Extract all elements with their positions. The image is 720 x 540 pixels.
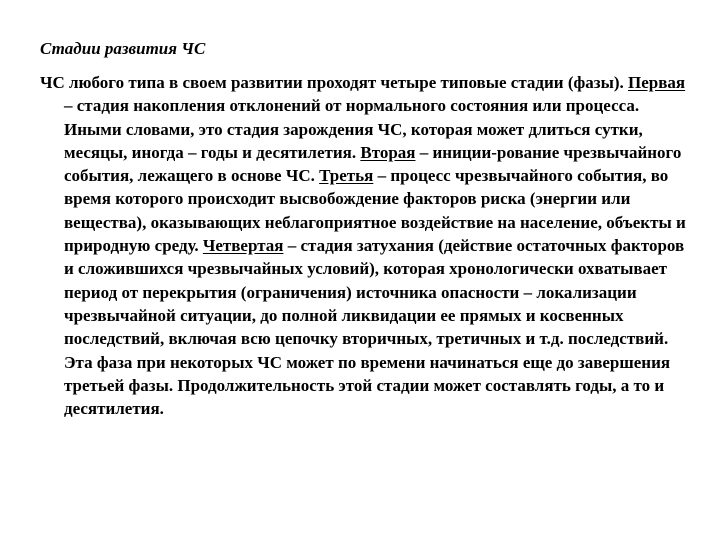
slide-body-paragraph bbox=[40, 71, 688, 420]
slide-title: Стадии развития ЧС bbox=[40, 39, 206, 58]
stage-1-text: – стадия накопления отклонений от нормального состояния или процесса. Иными словами, это стадия зарождения ЧС, которая может длиться сутки, месяцы, иногда – годы и десятилетия. bbox=[64, 96, 643, 162]
stage-4-text: – стадия затухания (действие остаточных факторов и сложившихся чрезвычайных условий), которая хронологически охватывает период от перекрытия (ограничения) источника опасности – локализации чрезвычайной ситуации, до полной ликвидации ее прямых и косвенных последствий, включая всю цепочку вторичных, третичных и т.д. последствий. Эта фаза при некоторых ЧС может по времени начинаться еще до завершения третьей фазы. Продолжительность этой стадии может составлять годы, а то и десятилетия. bbox=[64, 236, 685, 419]
stage-2-label: Вторая bbox=[360, 142, 416, 162]
stage-3-text: – процесс чрезвычайного события, во время которого происходит высвобождение факторов риска (энергии или вещества), оказывающих неблагоприятное воздействие на население, объекты и природную среду. bbox=[64, 166, 686, 256]
stage-3-label: Третья bbox=[319, 166, 374, 186]
stage-2-text: – иниции-рование чрезвычайного события, лежащего в основе ЧС. bbox=[64, 142, 682, 186]
stage-4-label: Четвертая bbox=[202, 236, 284, 256]
stage-1-label: Первая bbox=[628, 73, 686, 92]
intro-text: ЧС любого типа в своем развитии проходят четыре типовые стадии (фазы). bbox=[40, 73, 629, 92]
